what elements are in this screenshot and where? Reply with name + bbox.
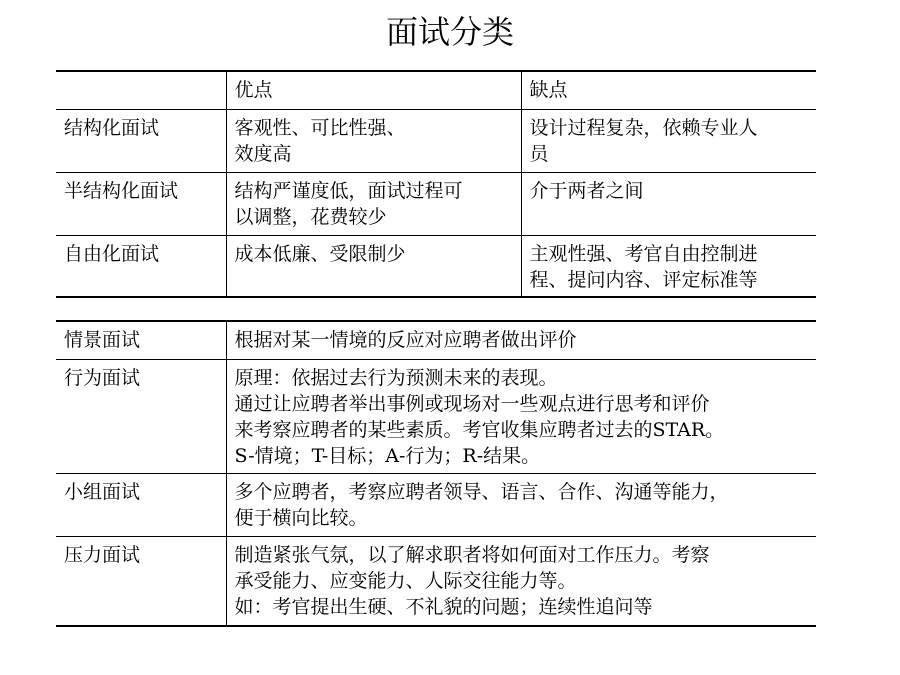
row-cons — [521, 172, 816, 235]
text-line: 设计过程复杂，依赖专业人 — [529, 116, 758, 139]
row-type: 半结构化面试 — [56, 172, 226, 235]
row-type: 自由化面试 — [56, 235, 226, 297]
row-desc — [226, 473, 816, 536]
table-row — [56, 321, 816, 359]
table-header-row — [56, 71, 816, 109]
text-line: 如：考官提出生硬、不礼貌的问题；连续性追问等 — [234, 595, 653, 618]
table-row — [56, 109, 816, 172]
text-line: 结构严谨度低，面试过程可 — [234, 179, 463, 202]
text-line: 客观性、可比性强、 — [234, 116, 406, 139]
header-cell-empty — [56, 71, 226, 109]
text-line: 制造紧张气氛，以了解求职者将如何面对工作压力。考察 — [234, 543, 710, 566]
text-line: 来考察应聘者的某些素质。考官收集应聘者过去的STAR。 — [234, 418, 725, 441]
row-desc — [226, 359, 816, 473]
text-line: 程、提问内容、评定标准等 — [529, 268, 758, 291]
text-line: 介于两者之间 — [529, 179, 644, 202]
header-cell-cons: 缺点 — [521, 71, 816, 109]
text-line: 员 — [529, 142, 549, 165]
interview-types-table — [56, 320, 816, 627]
table-row — [56, 359, 816, 473]
text-line: 承受能力、应变能力、人际交往能力等。 — [234, 569, 577, 592]
row-desc — [226, 321, 816, 359]
text-line: S-情境；T-目标；A-行为；R-结果。 — [234, 444, 541, 467]
row-type: 压力面试 — [56, 536, 226, 626]
text-line: 以调整，花费较少 — [234, 205, 387, 228]
text-line: 原理：依据过去行为预测未来的表现。 — [234, 366, 558, 389]
text-line: 根据对某一情境的反应对应聘者做出评价 — [234, 329, 577, 351]
text-line: 通过让应聘者举出事例或现场对一些观点进行思考和评价 — [234, 392, 710, 415]
header-cell-pros: 优点 — [226, 71, 521, 109]
row-type: 小组面试 — [56, 473, 226, 536]
row-type: 结构化面试 — [56, 109, 226, 172]
table-row — [56, 235, 816, 297]
row-pros — [226, 172, 521, 235]
comparison-table — [56, 70, 816, 298]
row-cons — [521, 109, 816, 172]
table-row — [56, 473, 816, 536]
page-title: 面试分类 — [385, 13, 514, 51]
text-line: 主观性强、考官自由控制进 — [529, 242, 758, 265]
table-row — [56, 536, 816, 626]
text-line: 多个应聘者，考察应聘者领导、语言、合作、沟通等能力， — [234, 480, 729, 503]
row-type: 行为面试 — [56, 359, 226, 473]
row-cons — [521, 235, 816, 297]
text-line: 成本低廉、受限制少 — [234, 242, 406, 265]
table-row — [56, 172, 816, 235]
text-line: 效度高 — [234, 142, 292, 165]
text-line: 便于横向比较。 — [234, 506, 368, 529]
row-pros — [226, 109, 521, 172]
row-desc — [226, 536, 816, 626]
row-type: 情景面试 — [56, 321, 226, 359]
row-pros — [226, 235, 521, 297]
